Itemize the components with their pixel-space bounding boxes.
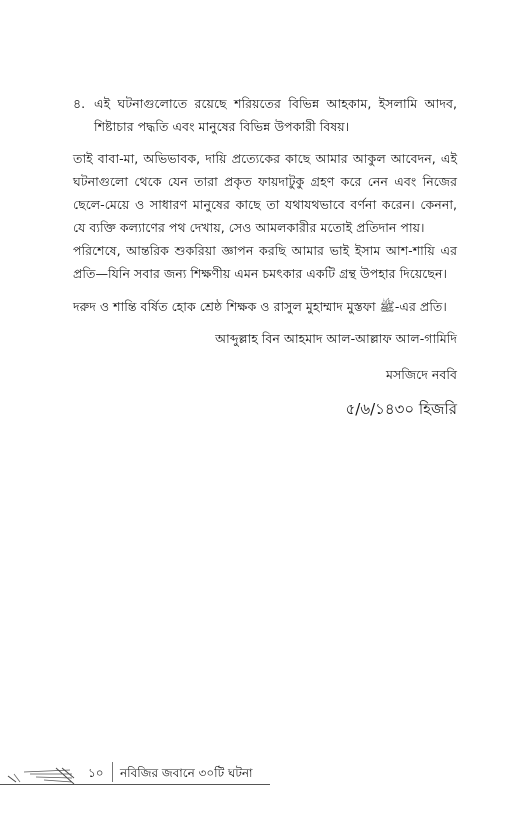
paragraph-appeal: তাই বাবা-মা, অভিভাবক, দায়ি প্রত্যেকের কাছে আমার আকুল আবেদন, এই ঘটনাগুলো থেকে যেন তারা প্রকৃত ফায়দাটুকু গ্রহণ করে নেন এবং নিজের ছেলে-মেয়ে ও সাধারণ মানুষের কাছে তা যথাযথভাবে বর্ণনা করেন। কেননা, যে ব্যক্তি কল্যাণের পথ দেখায়, সেও আমলকারীর মতোই প্রতিদান পায়।: [73, 151, 457, 235]
signature-place: মসজিদে নববি: [385, 367, 457, 382]
footer-divider: [112, 762, 113, 782]
running-title: নবিজির জবানে ৩০টি ঘটনা: [120, 766, 253, 780]
signature-name: আব্দুল্লাহ বিন আহমাদ আল-আল্লাফ আল-গামিদি: [215, 331, 457, 346]
list-item-number: ৪.: [73, 96, 86, 111]
page-number: ১০: [88, 766, 104, 780]
list-item-text: এই ঘটনাগুলোতে রয়েছে শরিয়তের বিভিন্ন আহকাম, ইসলামি আদব, শিষ্টাচার পদ্ধতি এবং মানুষের বিভিন্ন উপকারী বিষয়।: [94, 96, 457, 134]
paragraph-blessing: দরুদ ও শান্তি বর্ষিত হোক শ্রেষ্ঠ শিক্ষক ও রাসুল মুহাম্মাদ মুস্তফা ﷺ-এর প্রতি।: [73, 299, 447, 314]
list-item-4: [73, 92, 457, 138]
page-footer: [0, 760, 270, 786]
footer-rule: [0, 784, 270, 785]
paragraph-thanks: পরিশেষে, আন্তরিক শুকরিয়া জ্ঞাপন করছি আমার ভাই ইসাম আশ-শায়ি এর প্রতি—যিনি সবার জন্য শিক্ষণীয় এমন চমৎকার একটি গ্রন্থ উপহার দিয়েছেন।: [73, 243, 457, 281]
signature-date: ৫/৬/১৪৩০ হিজরি: [345, 400, 457, 418]
footer-ornament-icon: [6, 762, 76, 784]
